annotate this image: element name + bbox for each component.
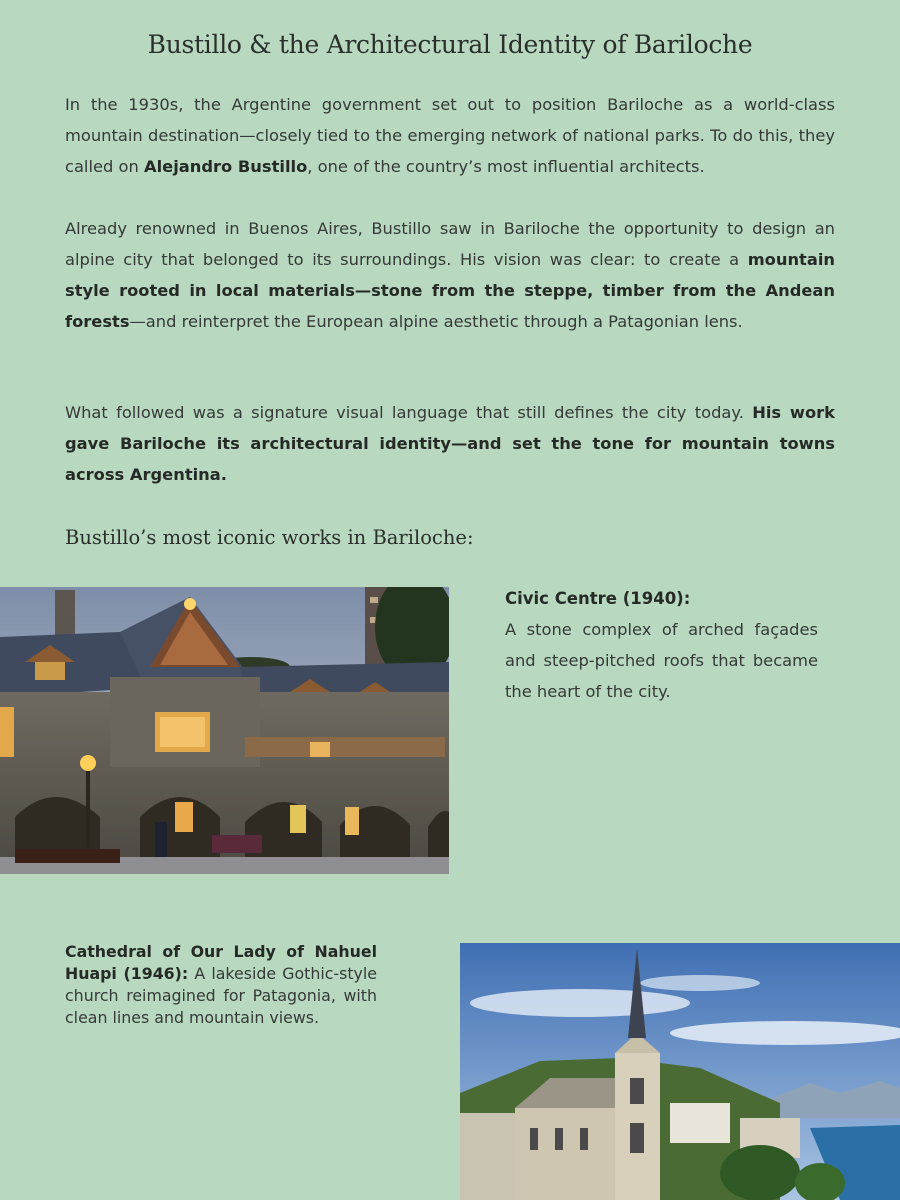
bold-legacy: His work gave Bariloche its architectural identity—and set the tone for mountain towns across Argentina.	[65, 403, 835, 484]
civic-centre-description: A stone complex of arched façades and steep-pitched roofs that became the heart of the city.	[505, 620, 818, 701]
cathedral-description: A lakeside Gothic-style church reimagined for Patagonia, with clean lines and mountain views.	[65, 964, 378, 1027]
cathedral-caption	[65, 941, 377, 1029]
page-title: Bustillo & the Architectural Identity of Bariloche	[147, 30, 753, 59]
vision-paragraph: Already renowned in Buenos Aires, Bustillo saw in Bariloche the opportunity to design an alpine city that belonged to its surroundings. His vision was clear: to create a mountain style rooted in local materials—stone from the steppe, timber from the Andean forests—and reinterpret the European alpine aesthetic through a Patagonian lens.	[65, 219, 835, 331]
intro-paragraph: In the 1930s, the Argentine government set out to position Bariloche as a world-class mountain destination—closely tied to the emerging network of national parks. To do this, they called on Alejandro Bustillo, one of the country’s most influential architects.	[65, 95, 835, 176]
cathedral-title: Cathedral of Our Lady of Nahuel Huapi (1946):	[65, 942, 377, 983]
bold-name: Alejandro Bustillo	[143, 157, 308, 176]
civic-centre-photo	[0, 587, 449, 874]
legacy-paragraph: What followed was a signature visual language that still defines the city today. His work gave Bariloche its architectural identity—and set the tone for mountain towns across Argentina.	[65, 403, 835, 484]
bold-materials: mountain style rooted in local materials—stone from the steppe, timber from the Andean forests	[65, 250, 835, 331]
civic-centre-title: Civic Centre (1940):	[505, 589, 691, 608]
cathedral-photo	[460, 943, 900, 1200]
civic-centre-caption	[505, 584, 818, 707]
works-heading: Bustillo’s most iconic works in Bariloche:	[65, 526, 474, 549]
